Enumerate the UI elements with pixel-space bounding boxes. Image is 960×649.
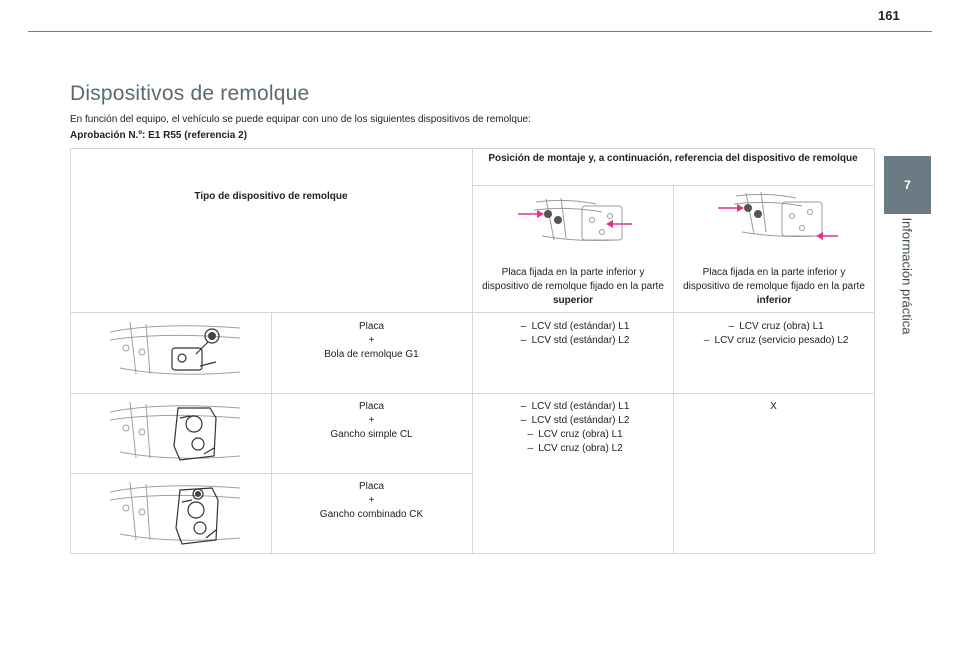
intro-text: En función del equipo, el vehículo se puede equipar con uno de los siguientes dispositivos de remolque: bbox=[70, 114, 531, 125]
mount-lower-caption-text: Placa fijada en la parte inferior y dispositivo de remolque fijado en la parte bbox=[683, 267, 865, 292]
list-dash: – bbox=[520, 415, 527, 426]
model-label: LCV std (estándar) L2 bbox=[531, 415, 630, 426]
list-item bbox=[472, 334, 673, 348]
list-item bbox=[472, 414, 673, 428]
not-available-mark: X bbox=[770, 401, 777, 412]
model-label: LCV std (estándar) L2 bbox=[531, 335, 630, 346]
device-combination-hook-ck bbox=[271, 480, 472, 522]
mount-upper-caption bbox=[482, 266, 664, 308]
table-border-left bbox=[70, 148, 71, 554]
row2-lower-models bbox=[673, 400, 874, 414]
list-dash: – bbox=[520, 401, 527, 412]
model-label: LCV cruz (obra) L1 bbox=[739, 321, 824, 332]
table-col-divider-3 bbox=[673, 185, 674, 554]
page-number: 161 bbox=[878, 8, 900, 23]
device-type-header: Tipo de dispositivo de remolque bbox=[194, 191, 348, 202]
chapter-title: Información práctica bbox=[899, 217, 915, 335]
combination-hook-ck-illustration bbox=[100, 478, 250, 548]
towing-devices-table bbox=[70, 148, 875, 554]
model-label: LCV cruz (obra) L2 bbox=[538, 443, 623, 454]
mount-lower-caption-bold: inferior bbox=[756, 295, 792, 306]
row2-upper-models bbox=[472, 400, 673, 456]
mount-upper-caption-bold: superior bbox=[552, 295, 593, 306]
approval-number: Aprobación N.º: E1 R55 (referencia 2) bbox=[70, 130, 248, 141]
device-line: + bbox=[368, 335, 375, 346]
header-rule bbox=[28, 31, 932, 32]
mount-position-header: Posición de montaje y, a continuación, referencia del dispositivo de remolque bbox=[488, 153, 858, 164]
chapter-tab-divider bbox=[884, 214, 931, 215]
model-label: LCV std (estándar) L1 bbox=[531, 401, 630, 412]
model-label: LCV std (estándar) L1 bbox=[531, 321, 630, 332]
list-dash: – bbox=[520, 321, 527, 332]
mount-upper-caption-text: Placa fijada en la parte inferior y dispositivo de remolque fijado en la parte bbox=[482, 267, 664, 292]
towball-g1-illustration bbox=[100, 318, 250, 380]
list-item bbox=[472, 400, 673, 414]
list-item bbox=[673, 334, 874, 348]
list-item bbox=[472, 320, 673, 334]
list-dash: – bbox=[527, 429, 534, 440]
device-towball-g1 bbox=[271, 320, 472, 362]
list-item bbox=[673, 320, 874, 334]
simple-hook-cl-illustration bbox=[100, 398, 250, 466]
device-line: Placa bbox=[358, 321, 384, 332]
page-title: Dispositivos de remolque bbox=[70, 82, 310, 105]
row1-lower-models bbox=[673, 320, 874, 348]
device-line: Gancho simple CL bbox=[330, 429, 413, 440]
device-line: Gancho combinado CK bbox=[319, 509, 424, 520]
model-label: LCV cruz (servicio pesado) L2 bbox=[714, 335, 849, 346]
row1-upper-models bbox=[472, 320, 673, 348]
device-line: + bbox=[368, 415, 375, 426]
list-dash: – bbox=[703, 335, 710, 346]
list-dash: – bbox=[728, 321, 735, 332]
model-label: LCV cruz (obra) L1 bbox=[538, 429, 623, 440]
device-line: Placa bbox=[358, 401, 384, 412]
list-item bbox=[472, 442, 673, 456]
mount-upper-illustration bbox=[506, 196, 642, 246]
list-dash: – bbox=[527, 443, 534, 454]
table-col-divider-2 bbox=[472, 148, 473, 554]
list-dash: – bbox=[520, 335, 527, 346]
mount-lower-caption bbox=[683, 266, 865, 308]
table-border-right bbox=[874, 148, 875, 554]
device-line: Bola de remolque G1 bbox=[324, 349, 419, 360]
list-item bbox=[472, 428, 673, 442]
mount-lower-illustration bbox=[706, 190, 842, 244]
device-simple-hook-cl bbox=[271, 400, 472, 442]
device-line: Placa bbox=[358, 481, 384, 492]
device-line: + bbox=[368, 495, 375, 506]
chapter-tab[interactable]: 7 bbox=[884, 156, 931, 214]
